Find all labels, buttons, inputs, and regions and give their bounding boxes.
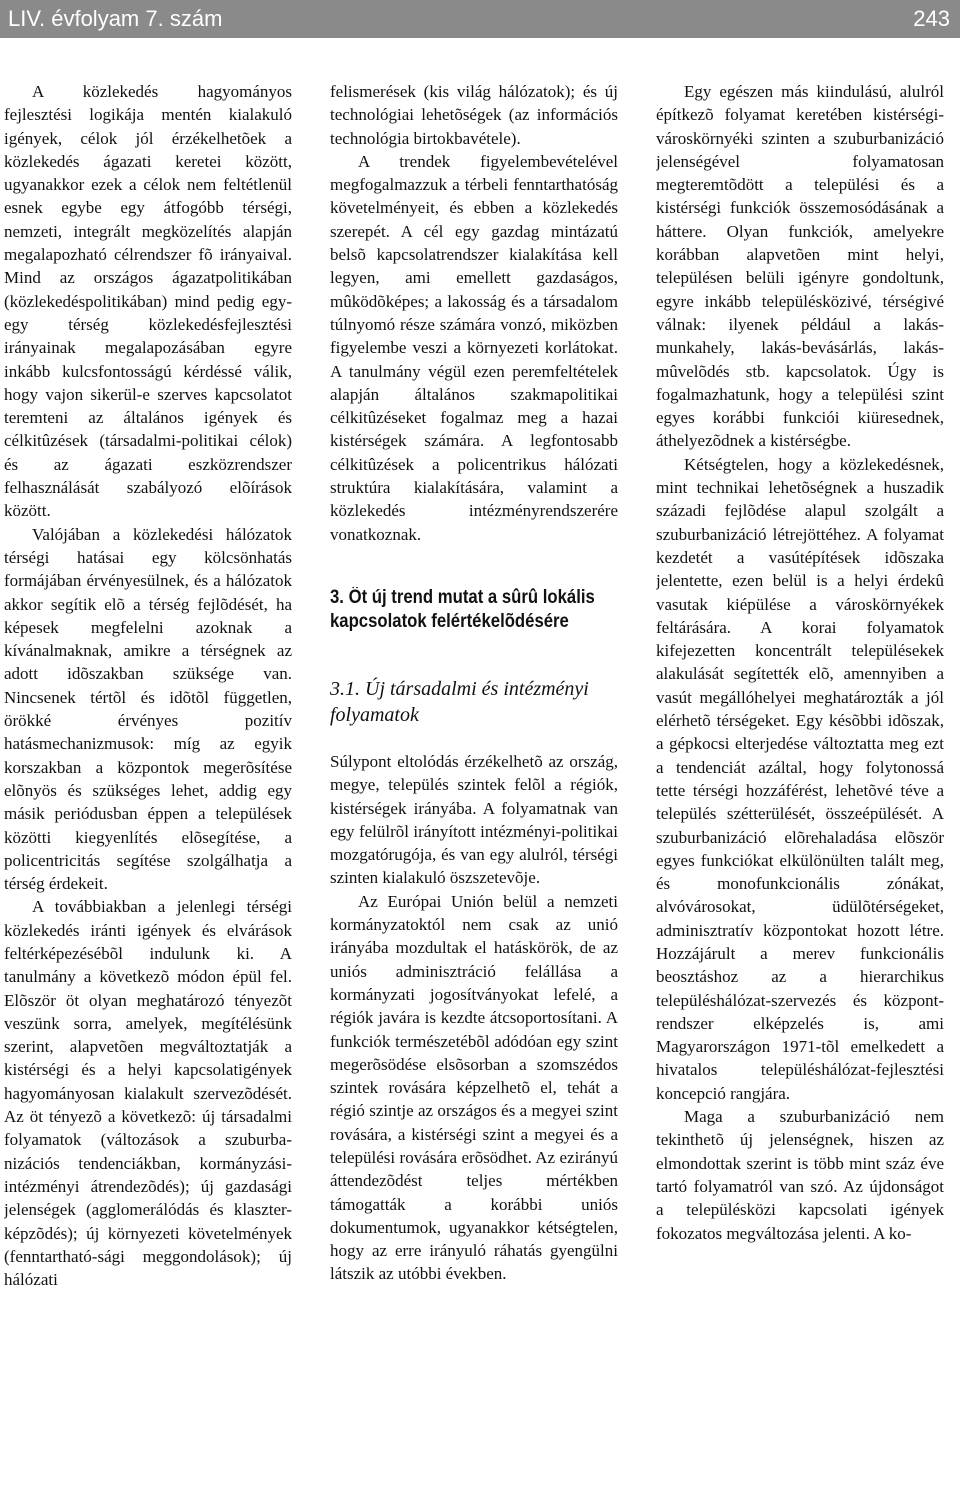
text-column-1 [4, 80, 292, 1498]
page-header [0, 0, 960, 38]
paragraph: A trendek figyelembevételével megfogalmazzuk a térbeli fenntarthatóság követelményeit, és ebben a közlekedés szerepét. A cél egy gazdag mintázatú belsõ kapcsolatrendszer kialakítása kell legyen, ami emellett gazdaságos, mûködõképes; a lakosság és a társadalom túlnyomó része számára vonzó, miközben figyelembe veszi a környezeti korlátokat. A tanulmány végül ezen peremfeltételek alapján általános szakmapolitikai célkitûzéseket fogalmaz meg a hazai kistérségek számára. A legfontosabb célkitûzések a policentrikus hálózati struktúra kialakítására, valamint a közlekedés intézményrendszerére vonatkoznak. [330, 151, 618, 544]
paragraph: Az Európai Unión belül a nemzeti kormányzatoktól nem csak az unió irányába mozdultak el hatáskörök, de az uniós adminisztráció felállása a kormányzati jogosítványokat lefelé, a régiók javára is kezdte átcsoportosítani. A funkciók természetébõl adódóan egy szint megerõsödése elsõsorban a szomszédos szintek rovására képzelhetõ el, tehát a régió szintje az országos és a megyei szint rovására, a kistérségi szint a megyei és a települési rovására erõsödhet. Az ezirányú áttendezõdést teljes mértékben támogatták a korábbi uniós dokumentumok, ugyanakkor kétségtelen, hogy az erre irányuló ráhatás gyengülni látszik az utóbbi években. [330, 891, 618, 1284]
page-number: 243 [913, 6, 950, 31]
paragraph-continuation: felismerések (kis világ hálózatok); és új technológiai lehetõségek (az információs technológia birtokbavétele). [330, 82, 618, 148]
paragraph: Súlypont eltolódás érzékelhetõ az ország, megye, település szintek felõl a régiók, kistérségek irányába. A folyamatnak van egy felülrõl irányított intézményi-politikai mozgatórugója, és van egy alulról, térségi szinten kialakuló öszszetevõje. [330, 751, 618, 888]
paragraph: Egy egészen más kiindulású, alulról építkezõ folyamat keretében kistérségi-városkörnyéki szinten a szuburbanizáció jelenségével folyamatosan megteremtõdött a települési és a kistérségi funkciók összemosódásának a háttere. Olyan funkciók, amelyekre korábban alapvetõen mint helyi, településen belüli igényre gondoltunk, egyre inkább településközivé, térségivé válnak: ilyenek például a lakás-munkahely, lakás-bevásárlás, lakás-mûvelõdés stb. kapcsolatok. Úgy is fogalmazhatunk, hogy a települési szint egyes korábbi funkciói kiüresednek, áthelyezõdnek a kistérségbe. [656, 82, 944, 451]
volume-label: LIV. évfolyam 7. szám [8, 6, 223, 31]
section-heading: 3. Öt új trend mutat a sûrû lokális kapcsolatok felértékelõdésére [330, 586, 595, 632]
text-column-2 [330, 80, 618, 1498]
paragraph: Maga a szuburbanizáció nem tekinthetõ új jelenségnek, hiszen az elmondottak szerint is több mint száz éve tartó folyamatról van szó. Az újdonságot a településközi kapcsolati igények fokozatos megváltozása jelenti. A ko- [656, 1107, 944, 1243]
paragraph: A továbbiakban a jelenlegi térségi közlekedés iránti igények és elvárások feltérképezésébõl indulunk ki. A tanulmány a következõ módon épül fel. Elõször öt olyan meghatározó tényezõt veszünk sorra, amelyek, megítélésünk szerint, alapvetõen megváltoztatják a kistérségi és a helyi kapcsolatigények hagyományosan kialakult szervezõdését. Az öt tényezõ a következõ: új társadalmi folyamatok (változások a szuburba-nizációs tendenciákban, kormányzási-intézményi átrendezõdés); új gazdasági jelenségek (agglomerálódás és klaszter-képzõdés); új környezeti követelmények (fenntartható-sági meggondolások); új hálózati [4, 897, 292, 1290]
paragraph: Valójában a közlekedési hálózatok térségi hatásai egy kölcsönhatás formájában érvényesülnek, és a hálózatok akkor segítik elõ a térség fejlõdését, ha képesek megfelelni azoknak a kívánalmaknak, amikre a térségnek az adott idõszakban szüksége van. Nincsenek tértõl és idõtõl független, örökké érvényes pozitív hatásmechanizmusok: míg az egyik korszakban a központok megerõsítése elõnyös és szükséges lehet, addig egy másik periódusban éppen a települések közötti kiegyenlítés elõsegítése, a policentricitás segítése szolgálhatja a térség érdekeit. [4, 524, 292, 894]
text-column-3 [656, 80, 944, 1498]
paragraph: Kétségtelen, hogy a közlekedésnek, mint technikai lehetõségnek a huszadik századi fejlõdése alapul szolgált a szuburbanizáció létrejöttéhez. A folyamat kezdetét a vasútépítések idõszaka jelentette, ezen belül is a helyi érdekû vasutak kiépülése a városkörnyékek feltárására. A korai folyamatok kifejezetten koncentrált településekek alakulását segítették elõ, amennyiben a vasút megállóhelyei meghatározták a jól elérhetõ térségeket. Egy késõbbi idõszak, a gépkocsi elterjedése változtatta meg ezt a tendenciát azáltal, hogy folytonossá tette térségi hozzáférést, lehetõvé téve a település szétterülését, összeépülését. A szuburbanizáció elõrehaladása elõször egyes funkciókat elkülönülten talált meg, és monofunkcionális zónákat, alvóvárosokat, üdülõtérségeket, adminisztratív központokat hozott létre. Hozzájárult a merev funkcionális beosztáshoz az a hierarchikus településhálózat-szervezés és központ-rendszer elképzelés is, ami Magyarországon 1971-tõl emelkedett a hivatalos településhálózat-fejlesztési koncepció rangjára. [656, 454, 944, 1103]
paragraph: A közlekedés hagyományos fejlesztési logikája mentén kialakuló igények, célok jól érzékelhetõek a közlekedés ágazati keretei között, ugyanakkor ezek a célok nem feltétlenül esnek egybe egy átfogóbb térségi, nemzeti, integrált megközelítés alapján megalapozható célrendszer fõ irányaival. Mind az országos ágazatpolitikában (közlekedéspolitikában) mind pedig egy-egy térség közlekedésfejlesztési irányainak megalapozásában egyre inkább kulcsfontosságú kérdéssé válik, hogy vajon sikerül-e szerves kapcsolatot teremteni az általános igények és célkitûzések (társadalmi-politikai célok) és az ágazati eszközrendszer felhasználását szabályozó elõírások között. [4, 82, 292, 521]
subsection-heading: 3.1. Új társadalmi és intézményi folyamatok [330, 677, 589, 726]
